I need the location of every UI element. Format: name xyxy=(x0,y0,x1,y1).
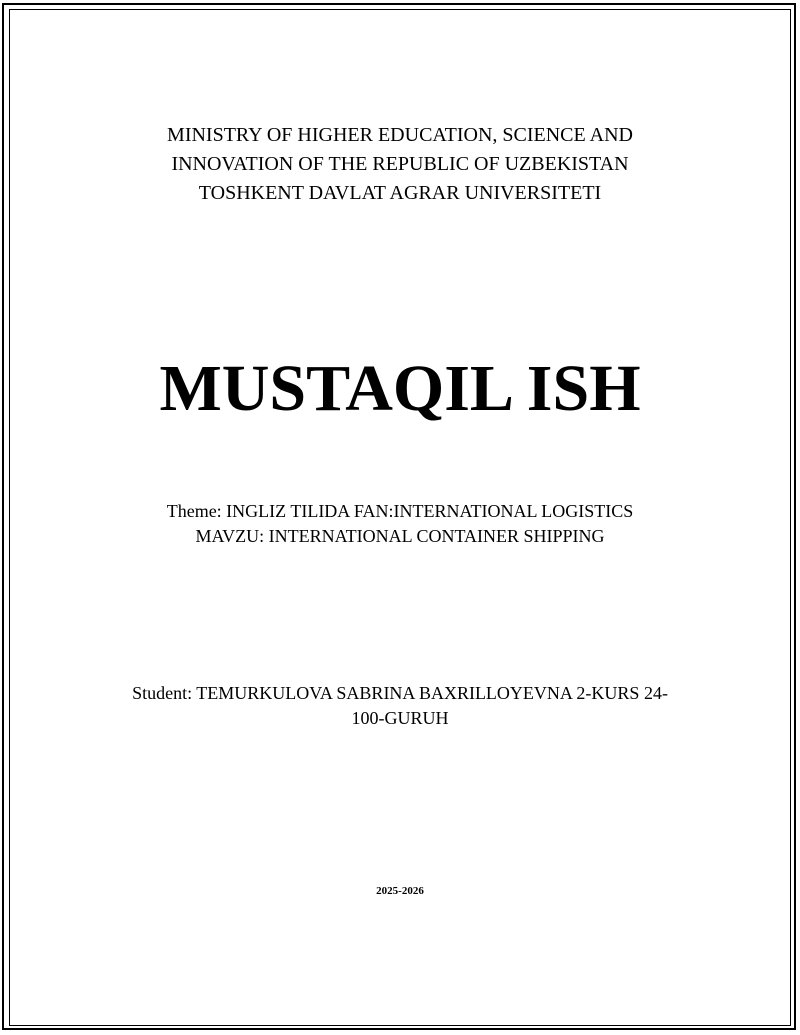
ministry-line-1: MINISTRY OF HIGHER EDUCATION, SCIENCE AND xyxy=(167,124,633,146)
institution-header xyxy=(0,121,800,208)
university-name: TOSHKENT DAVLAT AGRAR UNIVERSITETI xyxy=(198,182,602,204)
student-section xyxy=(120,681,680,731)
ministry-line-2: INNOVATION OF THE REPUBLIC OF UZBEKISTAN xyxy=(171,153,629,175)
mavzu-line: MAVZU: INTERNATIONAL CONTAINER SHIPPING xyxy=(195,526,605,546)
document-title: MUSTAQIL ISH xyxy=(159,352,641,425)
student-line-1: Student: TEMURKULOVA SABRINA BAXRILLOYEVNA 2-KURS 24- xyxy=(132,683,668,703)
theme-line: Theme: INGLIZ TILIDA FAN:INTERNATIONAL LOGISTICS xyxy=(166,501,634,521)
academic-year: 2025-2026 xyxy=(376,885,424,897)
student-line-2: 100-GURUH xyxy=(351,708,449,728)
theme-section xyxy=(0,499,800,549)
